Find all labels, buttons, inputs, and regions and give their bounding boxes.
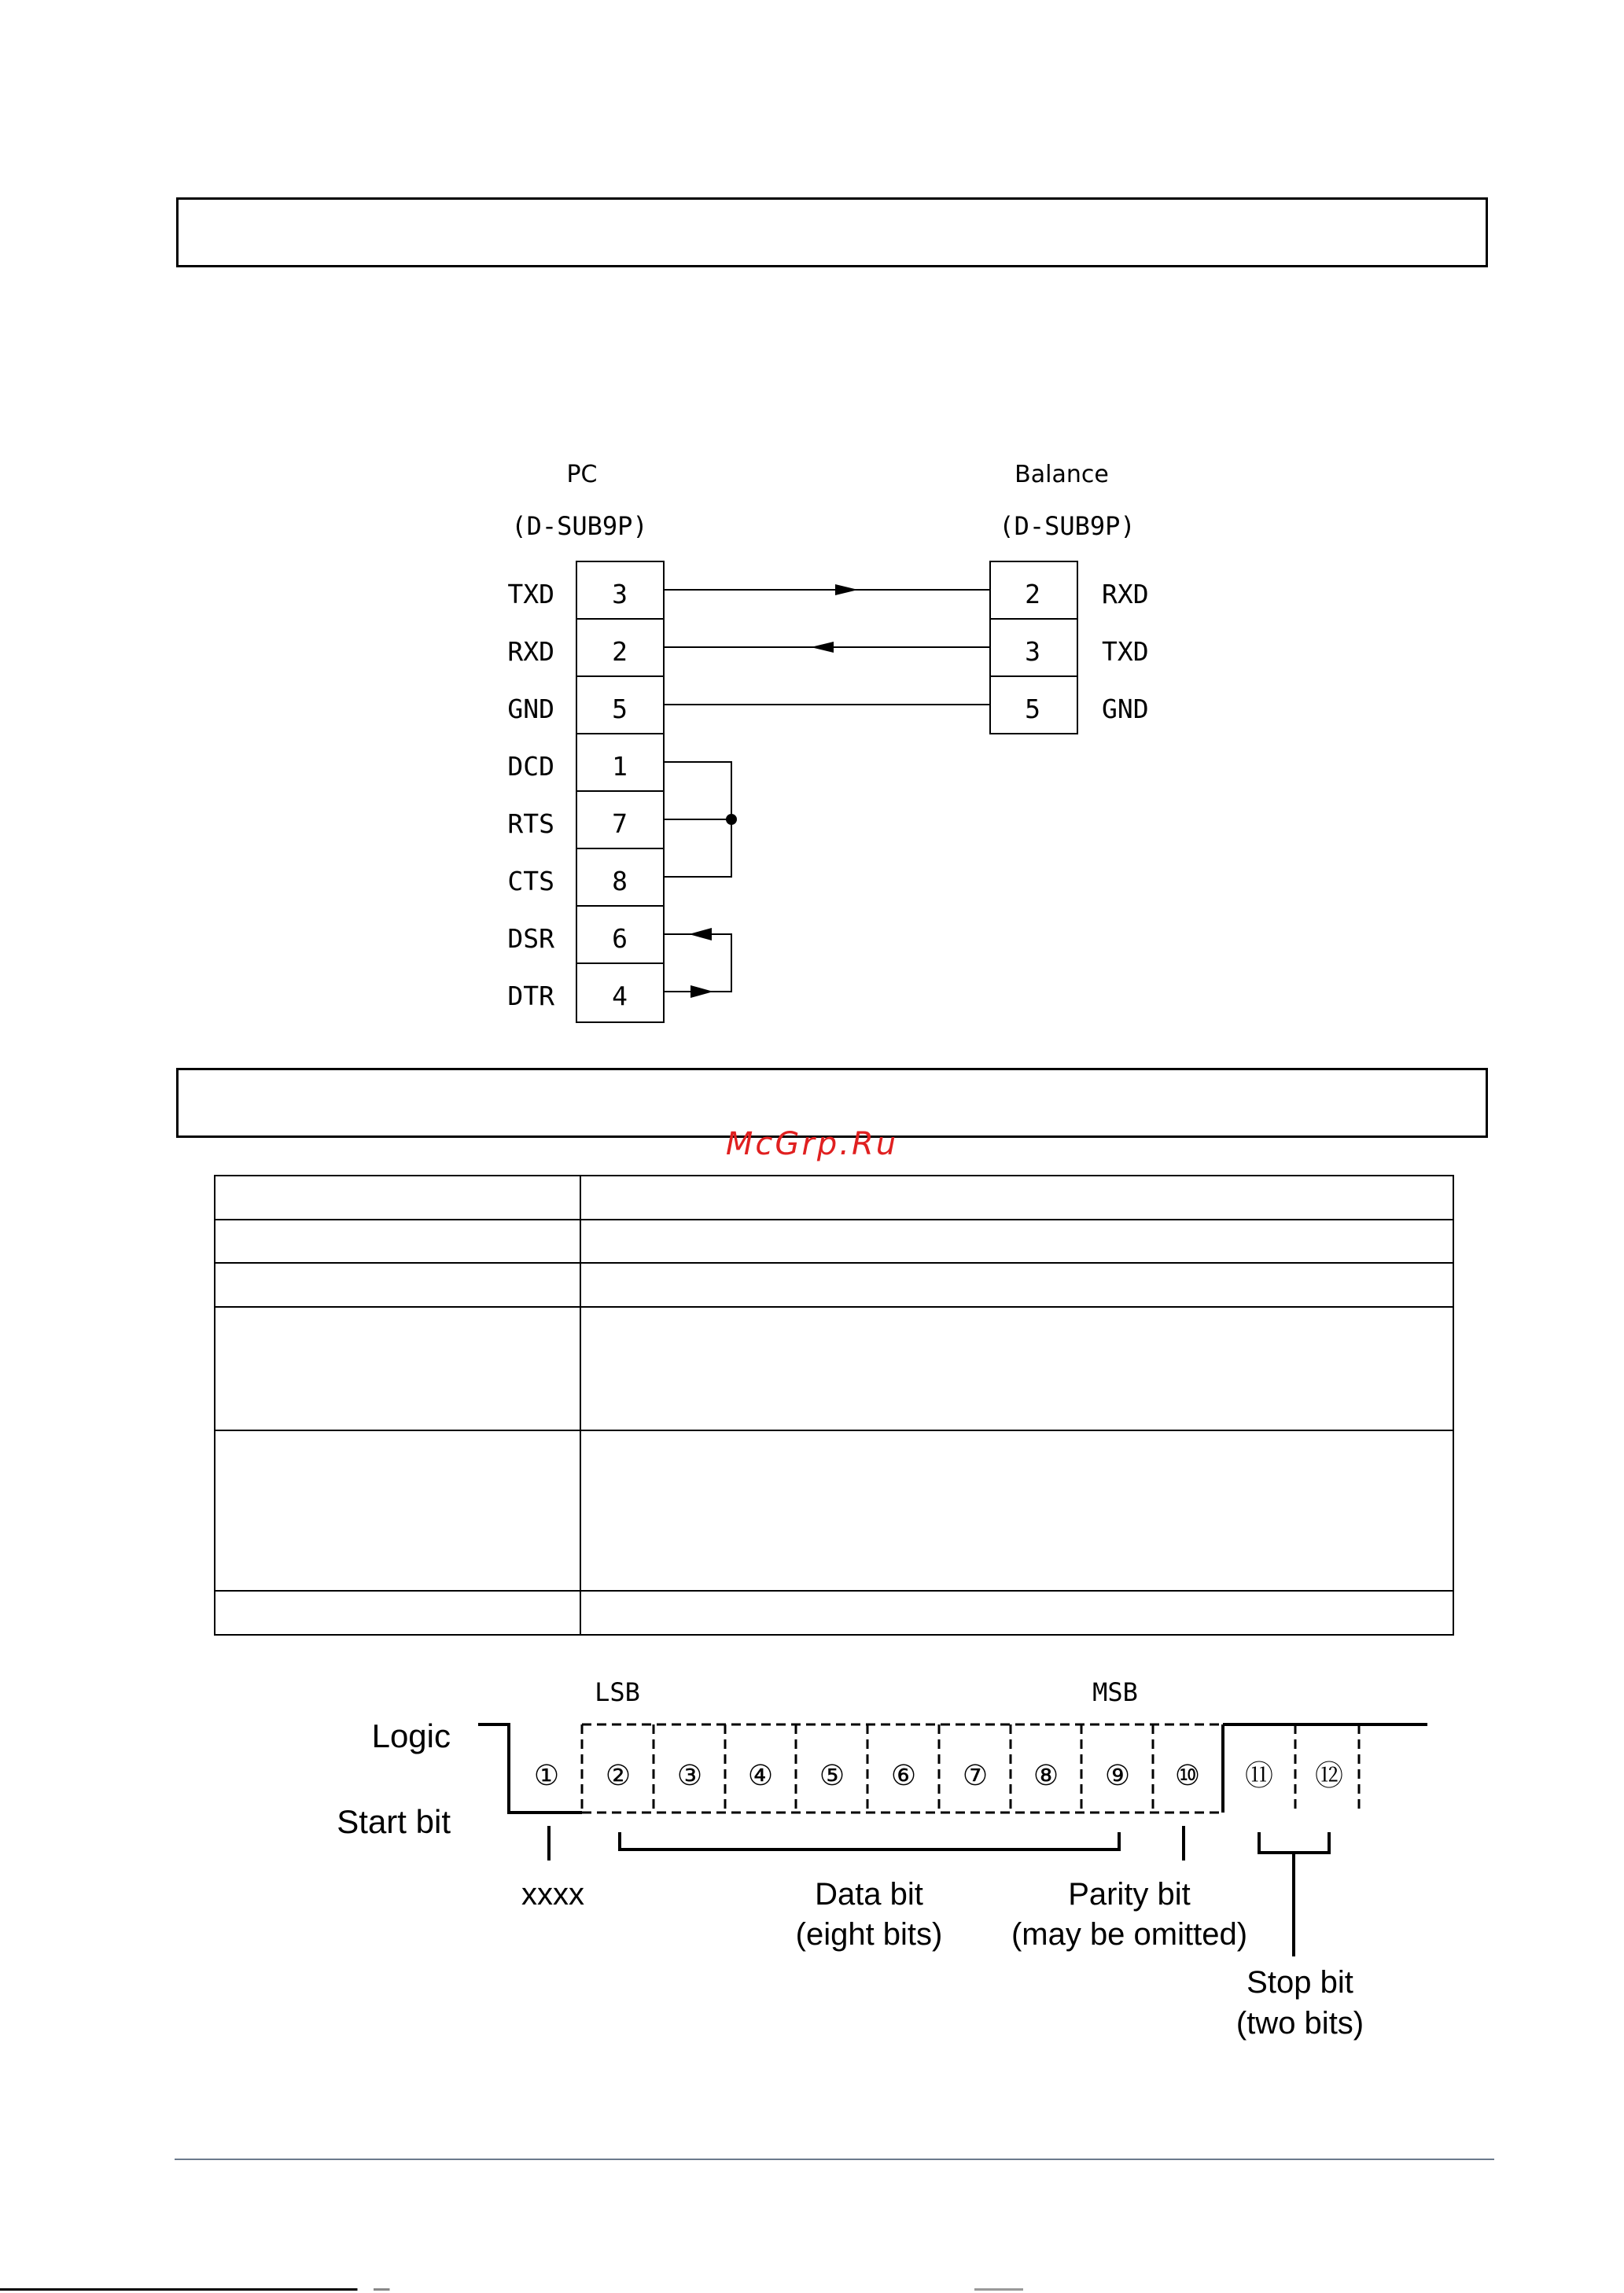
pc-signal-rts: RTS bbox=[507, 808, 554, 839]
balance-pin-5: 5 bbox=[1025, 694, 1040, 724]
start-bit-label: Start bit bbox=[337, 1803, 451, 1840]
logic-label: Logic bbox=[371, 1717, 451, 1754]
pc-pin-2: 2 bbox=[612, 636, 628, 667]
stop-bit-caption: Stop bit bbox=[1247, 1965, 1353, 2000]
balance-signal-txd: TXD bbox=[1102, 636, 1149, 667]
msb-label: MSB bbox=[1092, 1677, 1138, 1707]
parity-bit-subcaption: (may be omitted) bbox=[1011, 1917, 1248, 1952]
stop-bit-bracket bbox=[1259, 1832, 1329, 1853]
arrow-left-dsr bbox=[689, 928, 712, 940]
data-bit-bracket bbox=[620, 1832, 1119, 1849]
balance-pin-3: 3 bbox=[1025, 636, 1040, 667]
footer-divider bbox=[175, 2159, 1494, 2160]
pc-signal-rxd: RXD bbox=[507, 636, 554, 667]
lsb-label: LSB bbox=[595, 1677, 640, 1707]
table-row bbox=[215, 1220, 1453, 1263]
table-row bbox=[215, 1430, 1453, 1591]
arrow-left-rxd bbox=[811, 642, 834, 653]
bit-11: ⑪ bbox=[1244, 1760, 1274, 1792]
table-row bbox=[215, 1591, 1453, 1635]
arrow-right-dtr bbox=[690, 985, 713, 998]
data-bit-caption: Data bit bbox=[815, 1877, 923, 1912]
pc-signal-dcd: DCD bbox=[507, 751, 554, 782]
bit-5: ⑤ bbox=[819, 1760, 845, 1792]
pc-pin-5: 5 bbox=[612, 694, 628, 724]
bit-2: ② bbox=[605, 1760, 632, 1792]
pc-title: PC bbox=[566, 461, 598, 488]
balance-pin-2: 2 bbox=[1025, 579, 1040, 609]
start-bit-caption: xxxx bbox=[521, 1877, 584, 1912]
pc-pin-3: 3 bbox=[612, 579, 628, 609]
pc-signal-dsr: DSR bbox=[507, 923, 554, 954]
table-row bbox=[215, 1176, 1453, 1220]
pc-signal-gnd: GND bbox=[507, 694, 554, 724]
balance-title: Balance bbox=[1015, 461, 1109, 488]
data-bit-subcaption: (eight bits) bbox=[795, 1917, 943, 1952]
arrow-right-txd bbox=[835, 584, 858, 595]
parity-bit-caption: Parity bit bbox=[1068, 1877, 1191, 1912]
pc-pin-1: 1 bbox=[612, 751, 628, 782]
pc-pin-4: 4 bbox=[612, 981, 628, 1011]
bit-10: ⑩ bbox=[1174, 1760, 1201, 1792]
spec-table bbox=[214, 1175, 1454, 1636]
balance-signal-rxd: RXD bbox=[1102, 579, 1149, 609]
wire-dsr-dtr-loop bbox=[664, 934, 731, 992]
balance-connector-label: (D-SUB9P) bbox=[999, 511, 1136, 541]
pc-connector-label: (D-SUB9P) bbox=[511, 511, 648, 541]
junction-dot bbox=[726, 814, 737, 825]
bit-8: ⑧ bbox=[1033, 1760, 1059, 1792]
pc-pin-8: 8 bbox=[612, 866, 628, 896]
bit-4: ④ bbox=[747, 1760, 774, 1792]
table-row bbox=[215, 1263, 1453, 1307]
pc-signal-cts: CTS bbox=[507, 866, 554, 896]
wiring-diagram bbox=[0, 0, 1624, 1062]
table-row bbox=[215, 1307, 1453, 1430]
bit-3: ③ bbox=[676, 1760, 703, 1792]
bit-12: ⑫ bbox=[1314, 1760, 1344, 1792]
watermark: McGrp.Ru bbox=[725, 1126, 899, 1162]
bit-7: ⑦ bbox=[962, 1760, 989, 1792]
bit-6: ⑥ bbox=[890, 1760, 917, 1792]
pc-signal-txd: TXD bbox=[507, 579, 554, 609]
bit-1: ① bbox=[533, 1760, 560, 1792]
balance-signal-gnd: GND bbox=[1102, 694, 1149, 724]
idle-line bbox=[478, 1724, 582, 1813]
stop-bit-subcaption: (two bits) bbox=[1235, 2006, 1364, 2041]
pc-signal-dtr: DTR bbox=[507, 981, 554, 1011]
pc-pin-6: 6 bbox=[612, 923, 628, 954]
pc-pin-7: 7 bbox=[612, 808, 628, 839]
bit-9: ⑨ bbox=[1104, 1760, 1131, 1792]
scan-edge bbox=[0, 2288, 1624, 2291]
